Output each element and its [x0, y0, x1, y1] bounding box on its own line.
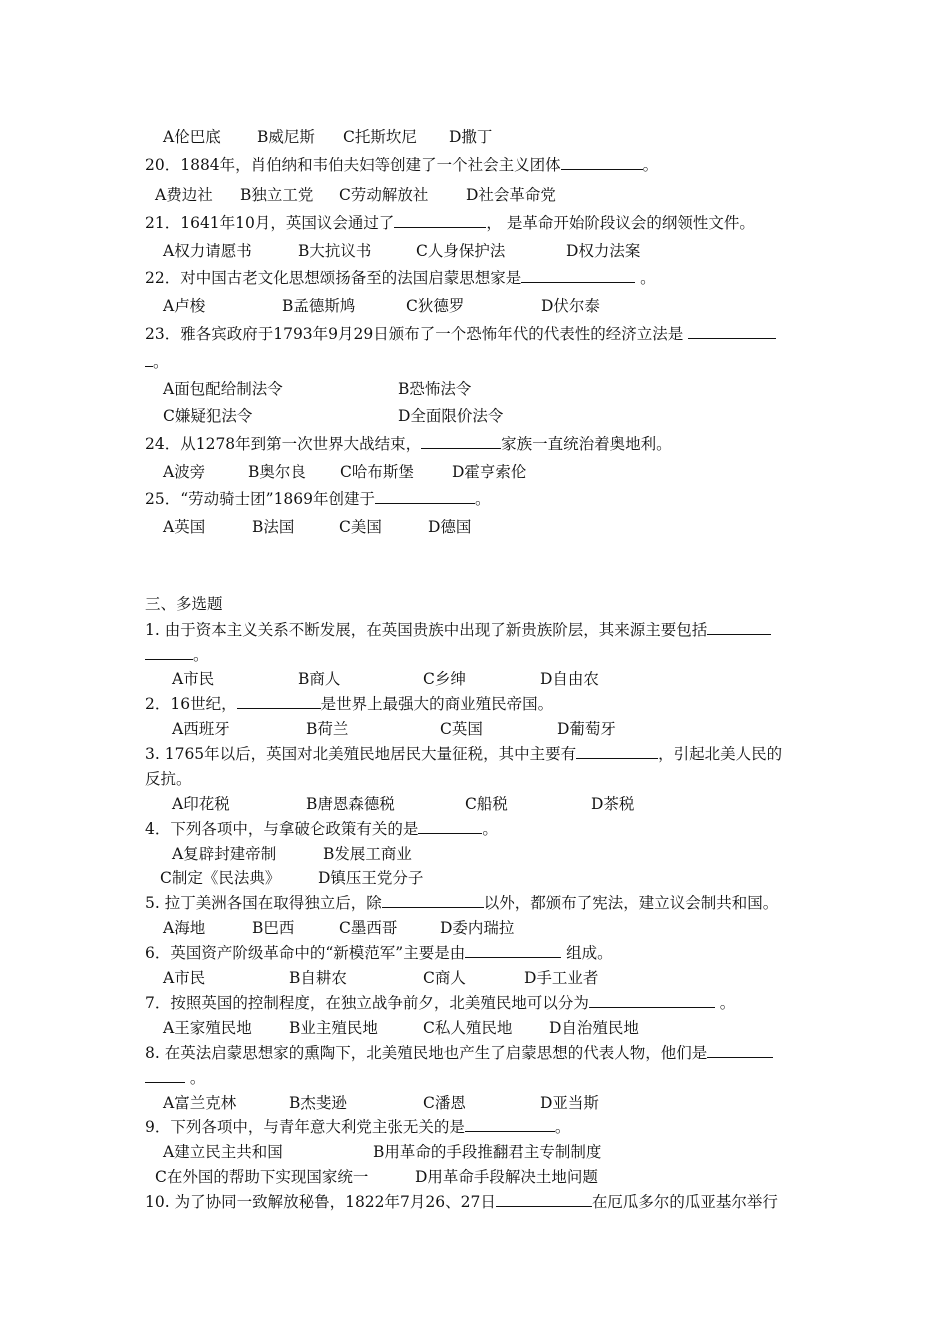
option-b: B商人	[298, 670, 341, 688]
answer-blank	[382, 893, 484, 908]
option-b: B孟德斯鸠	[282, 297, 356, 315]
option-d: D全面限价法令	[398, 407, 504, 425]
option-a: A费边社	[155, 186, 213, 204]
option-c: C乡绅	[423, 670, 466, 688]
question-m7: 7．按照英国的控制程度，在独立战争前夕，北美殖民地可以分为 。	[145, 994, 736, 1012]
answer-blank	[375, 489, 475, 504]
answer-blank	[145, 1068, 185, 1083]
option-a: A王家殖民地	[163, 1019, 252, 1037]
question-m9: 9．下列各项中，与青年意大利党主张无关的是 。	[145, 1118, 571, 1136]
answer-blank	[145, 645, 193, 660]
option-b: B巴西	[252, 919, 295, 937]
option-a: A建立民主共和国	[163, 1143, 283, 1161]
option-b: B自耕农	[289, 969, 347, 987]
option-c: C美国	[339, 518, 382, 536]
answer-blank	[237, 694, 321, 709]
answer-blank	[418, 819, 482, 834]
answer-blank	[421, 434, 501, 449]
option-d: D伏尔泰	[541, 297, 600, 315]
question-m6: 6．英国资产阶级革命中的“新模范军”主要是由 组成。	[145, 944, 613, 962]
option-b: B法国	[252, 518, 295, 536]
option-a: A复辟封建帝制	[172, 845, 277, 863]
question-23: 23．雅各宾政府于1793年9月29日颁布了一个恐怖年代的代表性的经济立法是	[145, 324, 776, 344]
answer-blank	[496, 1192, 592, 1207]
question-m3-cont: 反抗。	[145, 770, 192, 788]
option-b: B唐恩森德税	[306, 795, 395, 813]
answer-blank	[394, 213, 486, 228]
option-a: A权力请愿书	[163, 242, 252, 260]
answer-blank	[707, 1043, 773, 1058]
option-c: C商人	[423, 969, 466, 987]
option-d: D葡萄牙	[557, 720, 616, 738]
option-d: D德国	[428, 518, 472, 536]
option-b: B独立工党	[240, 186, 314, 204]
option-d: D用革命手段解决土地问题	[415, 1168, 598, 1186]
question-m8: 8. 在英法启蒙思想家的熏陶下，北美殖民地也产生了启蒙思想的代表人物，他们是	[145, 1043, 773, 1063]
option-a: A面包配给制法令	[163, 380, 283, 398]
answer-blank	[521, 268, 635, 283]
option-a: A市民	[172, 670, 215, 688]
answer-blank	[465, 1117, 555, 1132]
section-title: 三、多选题	[145, 595, 223, 613]
option-c: C嫌疑犯法令	[163, 407, 253, 425]
option-a: A英国	[163, 518, 206, 536]
option-c: C托斯坎尼	[343, 128, 417, 146]
question-20: 20．1884年，肖伯纳和韦伯夫妇等创建了一个社会主义团体 。	[145, 156, 659, 174]
option-b: B用革命的手段推翻君主专制制度	[373, 1143, 602, 1161]
option-b: B荷兰	[306, 720, 349, 738]
option-d: D权力法案	[566, 242, 641, 260]
question-25: 25．“劳动骑士团”1869年创建于 。	[145, 490, 491, 508]
option-a: A波旁	[163, 463, 206, 481]
question-m4: 4．下列各项中，与拿破仑政策有关的是 。	[145, 820, 498, 838]
option-b: B业主殖民地	[289, 1019, 378, 1037]
option-b: B恐怖法令	[398, 380, 472, 398]
question-m8-cont: 。	[145, 1068, 205, 1088]
option-d: D亚当斯	[540, 1094, 599, 1112]
option-c: C劳动解放社	[339, 186, 429, 204]
option-b: B奥尔良	[248, 463, 306, 481]
question-m3: 3. 1765年以后，英国对北美殖民地居民大量征税，其中主要有 ，引起北美人民的	[145, 745, 783, 763]
option-a: A卢梭	[163, 297, 206, 315]
option-a: A伦巴底	[163, 128, 221, 146]
option-d: D手工业者	[524, 969, 599, 987]
option-c: C潘恩	[423, 1094, 466, 1112]
option-c: C私人殖民地	[423, 1019, 513, 1037]
option-c: C墨西哥	[339, 919, 398, 937]
option-a: A西班牙	[172, 720, 230, 738]
option-d: D霍亨索伦	[452, 463, 527, 481]
answer-blank	[145, 352, 153, 367]
question-23-cont: 。	[145, 352, 169, 372]
option-d: D镇压王党分子	[318, 869, 424, 887]
option-b: B发展工商业	[323, 845, 412, 863]
option-d: D社会革命党	[466, 186, 556, 204]
option-c: C狄德罗	[406, 297, 465, 315]
answer-blank	[688, 324, 776, 339]
answer-blank	[707, 620, 771, 635]
answer-blank	[589, 993, 715, 1008]
question-m5: 5. 拉丁美洲各国在取得独立后，除 以外，都颁布了宪法，建立议会制共和国。	[145, 894, 779, 912]
answer-blank	[576, 744, 658, 759]
option-b: B威尼斯	[257, 128, 315, 146]
question-m1: 1. 由于资本主义关系不断发展，在英国贵族中出现了新贵族阶层，其来源主要包括	[145, 620, 771, 640]
option-a: A印花税	[172, 795, 230, 813]
question-24: 24．从1278年到第一次世界大战结束， 家族一直统治着奥地利。	[145, 435, 672, 453]
option-c: C船税	[465, 795, 508, 813]
option-d: D茶税	[591, 795, 635, 813]
option-b: B杰斐逊	[289, 1094, 347, 1112]
option-c: C英国	[440, 720, 483, 738]
option-d: D自由农	[540, 670, 599, 688]
option-b: B大抗议书	[298, 242, 372, 260]
option-d: D自治殖民地	[549, 1019, 639, 1037]
option-a: A富兰克林	[163, 1094, 237, 1112]
answer-blank	[465, 943, 561, 958]
option-a: A海地	[163, 919, 206, 937]
option-c: C在外国的帮助下实现国家统一	[155, 1168, 369, 1186]
option-d: D撒丁	[449, 128, 493, 146]
question-m10: 10. 为了协同一致解放秘鲁，1822年7月26、27日 在厄瓜多尔的瓜亚基尔举行	[145, 1193, 778, 1211]
option-c: C制定《民法典》	[160, 869, 281, 887]
option-c: C哈布斯堡	[340, 463, 414, 481]
answer-blank	[561, 155, 643, 170]
question-22: 22．对中国古老文化思想颂扬备至的法国启蒙思想家是 。	[145, 269, 656, 287]
question-m2: 2．16世纪， 是世界上最强大的商业殖民帝国。	[145, 695, 554, 713]
question-m1-cont: 。	[145, 645, 209, 665]
option-c: C人身保护法	[416, 242, 506, 260]
option-d: D委内瑞拉	[440, 919, 515, 937]
question-21: 21．1641年10月，英国议会通过了 ， 是革命开始阶段议会的纲领性文件。	[145, 214, 755, 232]
option-a: A市民	[163, 969, 206, 987]
